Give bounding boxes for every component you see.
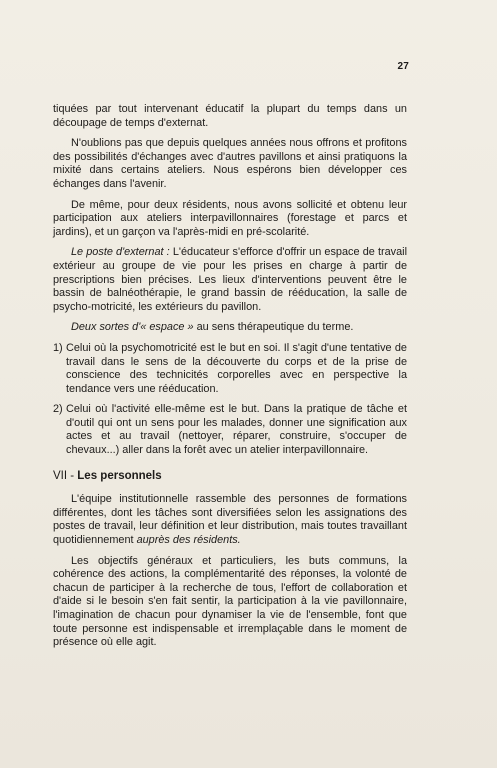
deux-sortes-heading: Deux sortes d'« espace » <box>71 321 194 334</box>
paragraph-participation: De même, pour deux résidents, nous avons sollicité et obtenu leur participation aux ateliers interpavillonnaires (forestage et parcs et jardins), et un garçon va l'après-midi en pré-scolarité. <box>53 198 407 238</box>
equipe-italic: auprès des résidents. <box>136 534 241 547</box>
paragraph-exchanges: N'oublions pas que depuis quelques années nous offrons et profitons des possibilités d'échanges avec d'autres pavillons et ainsi pratiquons la mixité dans certains ateliers. Nous espérons bien développer ces échanges dans l'avenir. <box>53 137 407 190</box>
paragraph-deux-sortes <box>53 321 407 335</box>
page-number: 27 <box>397 61 409 72</box>
list-item-text: Celui où l'activité elle-même est le but. Dans la pratique de tâche et d'outil qui ont un sens pour les malades, donner une signification aux actes et au travail (nettoyer, réparer, construire, s'occuper de chevaux...) aller dans la forêt avec un atelier interpavillonnaire. <box>66 403 407 457</box>
list-item <box>53 403 407 457</box>
list-item-number: 1) <box>53 341 63 354</box>
paragraph-poste-externat <box>53 246 407 314</box>
section-heading <box>53 470 407 484</box>
list-item-number: 2) <box>53 403 63 416</box>
paragraph-equipe <box>53 493 407 547</box>
paragraph-objectifs: Les objectifs généraux et particuliers, les buts communs, la cohérence des actions, la complémentarité des réponses, la volonté de chacun de participer à la recherche de tous, l'effort de collaboration et d'aide si le besoin s'en fait sentir, la participation à la vie pavillonnaire, l'imagination de chacun pour dynamiser la vie de l'ensemble, font que toute personne est indispensable et irremplaçable dans le moment de présence où elle agit. <box>53 554 407 649</box>
deux-sortes-text: au sens thérapeutique du terme. <box>193 321 354 334</box>
poste-externat-heading: Le poste d'externat : <box>71 246 170 259</box>
section-name: Les personnels <box>77 469 162 482</box>
poste-externat-text: L'éducateur s'efforce d'offrir un espace de travail extérieur au groupe de vie pour les prises en charge à partir de prescriptions bien précises. Les lieux d'interventions peuvent être le bassin de balnéothérapie, le grand bassin de rééducation, la salle de psycho-motricité, les extérieurs du pavillon. <box>53 246 407 313</box>
list-item-text: Celui où la psychomotricité est le but en soi. Il s'agit d'une tentative de travail dans le sens de la découverte du corps et de la prise de conscience des technicités corporelles avec en perspective la tendance vers une rééducation. <box>66 341 407 395</box>
body-text <box>53 103 407 657</box>
list-item <box>53 342 407 396</box>
section-number: VII - <box>53 469 78 482</box>
equipe-text: L'équipe institutionnelle rassemble des personnes de formations différentes, dont les tâches sont diversifiées selon les assignations des postes de travail, leur définition et leur distribution, mais toutes travaillant quotidiennement <box>53 493 407 547</box>
paragraph-continuation: tiquées par tout intervenant éducatif la plupart du temps dans un découpage de temps d'externat. <box>53 103 407 129</box>
